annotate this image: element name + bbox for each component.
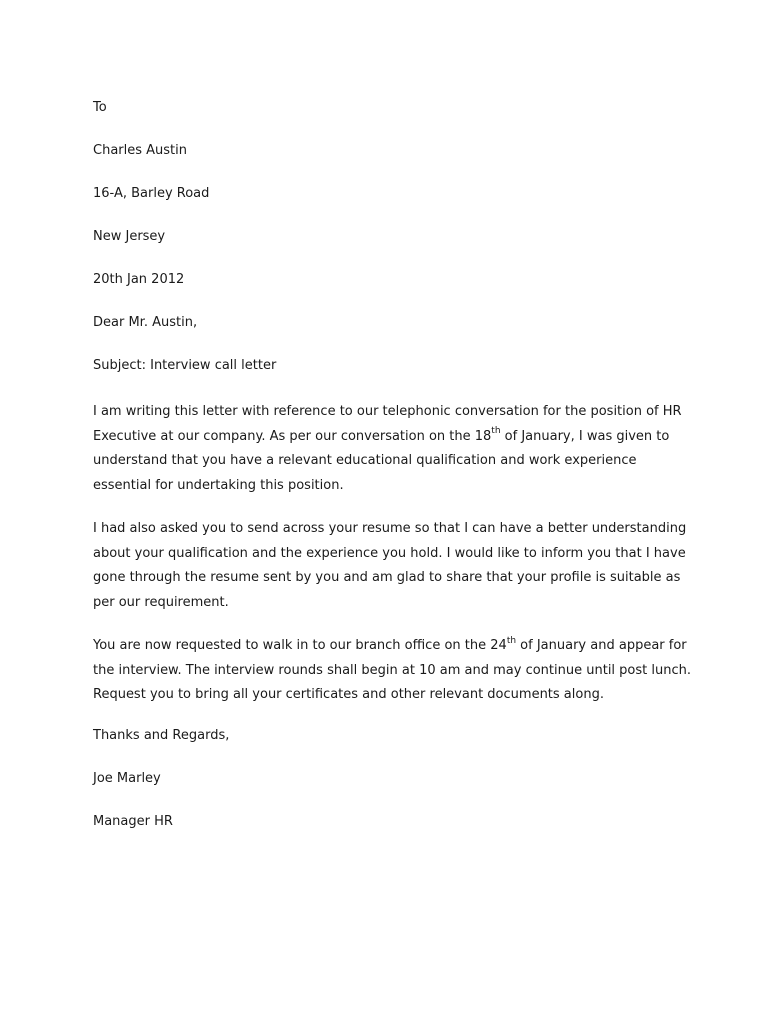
to-label: To bbox=[93, 100, 107, 115]
recipient-name: Charles Austin bbox=[93, 143, 187, 158]
paragraph-1-part-a: I am writing this letter with reference to our telephonic conversation for the position of HR Executive at our company. As per our conversation on the 18 bbox=[93, 404, 682, 444]
letter-body bbox=[93, 99, 693, 856]
recipient-city: New Jersey bbox=[93, 229, 166, 244]
paragraph-3-part-b: of January and appear for the interview. The interview rounds shall begin at 10 am and may continue until post lunch. Request you to bring all your certificates and other relevant documents along. bbox=[93, 638, 691, 702]
salutation: Dear Mr. Austin, bbox=[93, 315, 198, 330]
closing: Thanks and Regards, bbox=[93, 727, 230, 743]
ordinal-suffix: th bbox=[491, 426, 501, 437]
paragraph-3 bbox=[93, 634, 693, 708]
ordinal-suffix: th bbox=[506, 635, 517, 646]
paragraph-1 bbox=[93, 400, 693, 498]
paragraph-1-part-b: of January, I was given to understand that you have a relevant educational qualification and work experience essential for undertaking this position. bbox=[93, 428, 670, 493]
signer-title: Manager HR bbox=[93, 813, 173, 829]
subject-line: Subject: Interview call letter bbox=[93, 358, 277, 373]
recipient-address: 16-A, Barley Road bbox=[93, 186, 210, 201]
signer-name: Joe Marley bbox=[93, 770, 161, 786]
letter-date: 20th Jan 2012 bbox=[93, 272, 185, 287]
paragraph-2: I had also asked you to send across your resume so that I can have a better understanding about your qualification and the experience you hold. I would like to inform you that I have gone through the resume sent by you and am glad to share that your profile is suitable as per our requirement. bbox=[93, 521, 687, 610]
paragraph-3-part-a: You are now requested to walk in to our branch office on the 24 bbox=[93, 638, 507, 653]
